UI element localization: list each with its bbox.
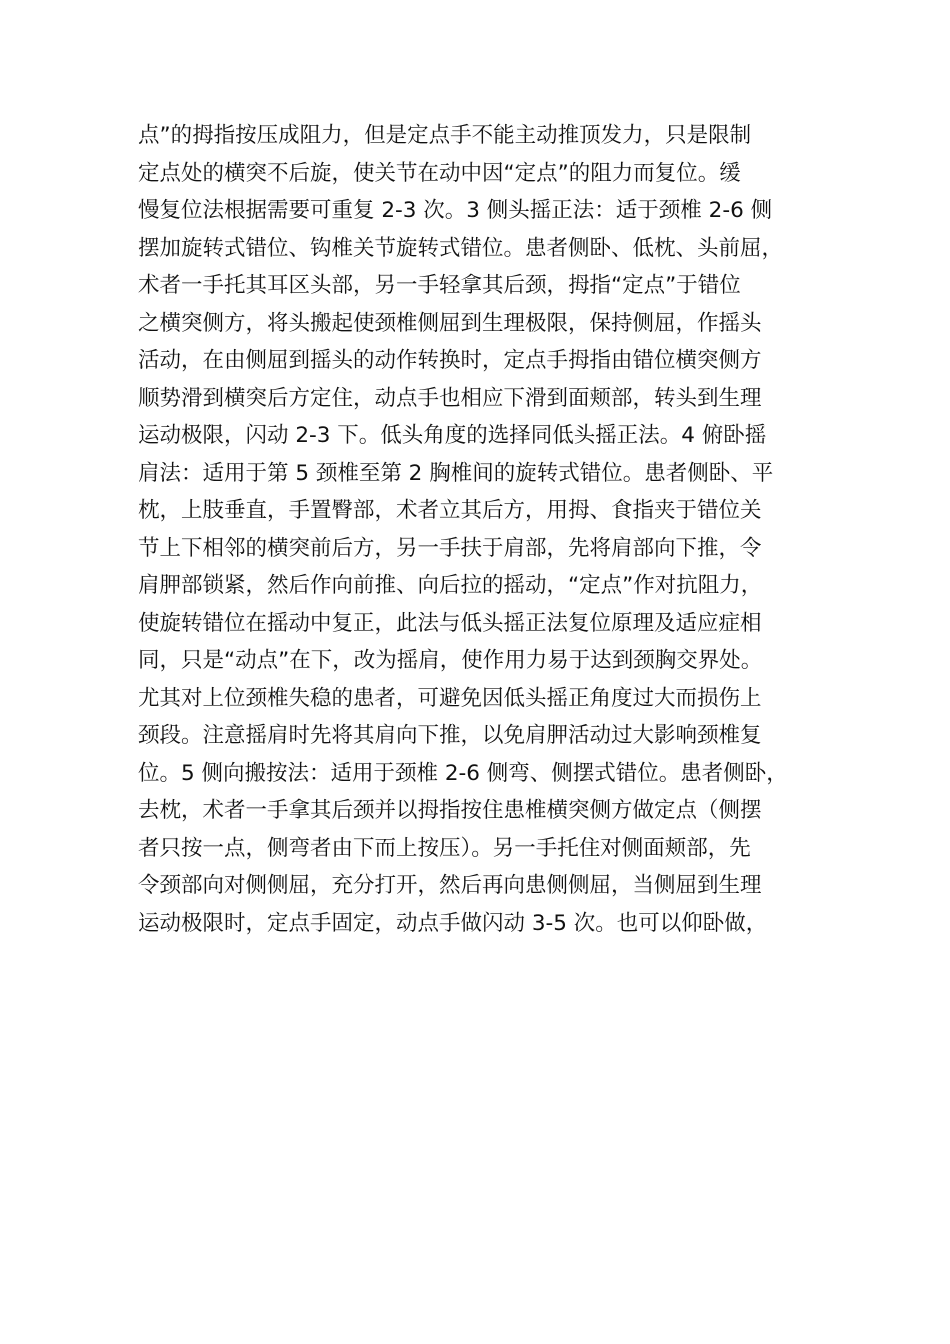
text-line: 运动极限，闪动 2-3 下。低头角度的选择同低头摇正法。4 俯卧摇 xyxy=(138,423,767,448)
text-line: 点”的拇指按压成阻力，但是定点手不能主动推顶发力，只是限制 xyxy=(138,123,752,148)
text-line: 摆加旋转式错位、钩椎关节旋转式错位。患者侧卧、低枕、头前屈， xyxy=(138,235,784,261)
text-line: 运动极限时，定点手固定，动点手做闪动 3-5 次。也可以仰卧做， xyxy=(138,910,768,936)
text-line: 去枕，术者一手拿其后颈并以拇指按住患椎横突侧方做定点（侧摆 xyxy=(138,798,762,823)
text-line: 同，只是“动点”在下，改为摇肩，使作用力易于达到颈胸交界处。 xyxy=(138,648,763,673)
text-line: 活动，在由侧屈到摇头的动作转换时，定点手拇指由错位横突侧方 xyxy=(138,348,762,373)
text-line: 使旋转错位在摇动中复正，此法与低头摇正法复位原理及适应症相 xyxy=(138,610,762,636)
text-line: 令颈部向对侧侧屈，充分打开，然后再向患侧侧屈，当侧屈到生理 xyxy=(138,873,762,898)
text-line: 肩法：适用于第 5 颈椎至第 2 胸椎间的旋转式错位。患者侧卧、平 xyxy=(138,460,774,486)
text-line: 颈段。注意摇肩时先将其肩向下推，以免肩胛活动过大影响颈椎复 xyxy=(138,723,762,748)
text-line: 枕，上肢垂直，手置臀部，术者立其后方，用拇、食指夹于错位关 xyxy=(138,498,762,523)
body-text xyxy=(138,117,818,942)
text-line: 之横突侧方，将头搬起使颈椎侧屈到生理极限，保持侧屈，作摇头 xyxy=(138,310,762,336)
text-line: 慢复位法根据需要可重复 2-3 次。3 侧头摇正法：适于颈椎 2-6 侧 xyxy=(138,198,773,223)
text-line: 位。5 侧向搬按法：适用于颈椎 2-6 侧弯、侧摆式错位。患者侧卧， xyxy=(138,760,788,786)
text-line: 节上下相邻的横突前后方，另一手扶于肩部，先将肩部向下推，令 xyxy=(138,535,762,561)
text-line: 者只按一点，侧弯者由下而上按压）。另一手托住对侧面颊部，先 xyxy=(138,835,751,861)
text-line: 术者一手托其耳区头部，另一手轻拿其后颈，拇指“定点”于错位 xyxy=(138,273,741,298)
text-line: 定点处的横突不后旋，使关节在动中因“定点”的阻力而复位。缓 xyxy=(138,160,741,186)
text-line: 肩胛部锁紧，然后作向前推、向后拉的摇动，“定点”作对抗阻力， xyxy=(138,573,763,598)
text-line: 顺势滑到横突后方定住，动点手也相应下滑到面颊部，转头到生理 xyxy=(138,385,762,411)
text-line: 尤其对上位颈椎失稳的患者，可避免因低头摇正角度过大而损伤上 xyxy=(138,685,762,711)
